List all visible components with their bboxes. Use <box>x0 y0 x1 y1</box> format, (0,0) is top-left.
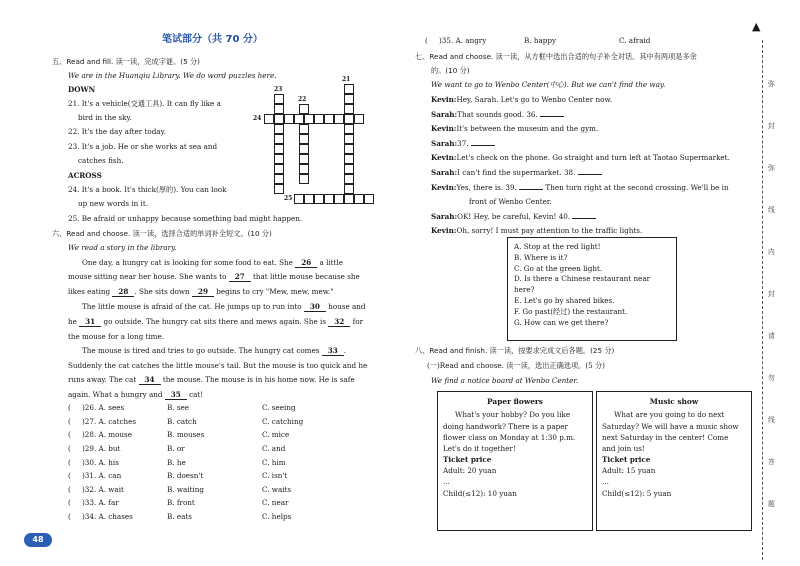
option-row <box>68 428 357 442</box>
answer-bracket[interactable]: ( <box>425 36 428 46</box>
clue-22: 22. It's the day after today. <box>68 127 166 136</box>
rocket-icon: ▲ <box>752 20 761 33</box>
section-6-heading: 六、Read and choose. 读一读，选择合适的单词补全短文。(10 分) <box>52 229 272 238</box>
ticket-price-label: Ticket price <box>602 455 651 465</box>
ellipsis: ... <box>602 477 609 487</box>
dialogue-line <box>431 124 751 139</box>
passage-text: a little <box>319 258 344 267</box>
section-8-intro: We find a notice board at Wenbo Center. <box>431 376 579 385</box>
crossword-cell[interactable] <box>344 144 354 154</box>
crossword-cell[interactable] <box>274 154 284 164</box>
passage-line: Suddenly the cat catches the little mouse's tail. But the mouse is too quick and he <box>68 361 368 370</box>
seal-label: 线 <box>768 206 775 214</box>
seal-label: 请 <box>768 332 775 340</box>
option-row <box>68 455 357 469</box>
section-7-heading-cont: 的。(10 分) <box>431 66 470 75</box>
crossword-cell[interactable] <box>354 194 364 204</box>
notice-paper-flowers <box>437 391 593 531</box>
option-c: C. him <box>262 457 286 467</box>
option-a: )35. A. angry <box>439 36 487 46</box>
passage-text: runs away. The cat <box>68 375 137 384</box>
crossword-number-25: 25 <box>284 195 293 202</box>
crossword-cell[interactable] <box>274 144 284 154</box>
dialogue <box>431 95 751 241</box>
passage-text: he <box>68 317 77 326</box>
option-b: B. or <box>167 444 185 454</box>
choice-item: D. Is there a Chinese restaurant near here? <box>514 274 651 295</box>
crossword-cell[interactable] <box>274 164 284 174</box>
crossword-cell[interactable] <box>344 94 354 104</box>
option-row <box>68 496 357 510</box>
option-a: )28. A. mouse <box>82 430 132 440</box>
option-row <box>68 469 357 483</box>
passage-text: the mouse. The mouse is in his home now. He is safe <box>162 375 355 384</box>
passage-line <box>68 317 363 327</box>
crossword-grid <box>253 76 374 206</box>
child-price: Child(≤12): 5 yuan <box>602 488 672 498</box>
option-a: )29. A. but <box>82 444 121 454</box>
choice-item: G. How can we get there? <box>514 317 609 327</box>
dialogue-text: It's between the museum and the gym. <box>456 124 599 134</box>
clue-24-cont: up new words in it. <box>78 199 149 208</box>
dialogue-line <box>431 168 751 183</box>
blank-31: 31 <box>79 317 101 327</box>
notice-title: Paper flowers <box>487 397 543 406</box>
passage-text: likes eating <box>68 287 111 296</box>
crossword-cell[interactable] <box>299 104 309 114</box>
crossword-cell[interactable] <box>274 124 284 134</box>
passage-text: house and <box>328 302 366 311</box>
seal-label: 题 <box>768 500 775 508</box>
crossword-cell[interactable] <box>299 174 309 184</box>
dialogue-line <box>431 153 751 168</box>
seal-label: 勿 <box>768 374 775 382</box>
clue-21-cont: bird in the sky. <box>78 113 132 122</box>
answer-blank[interactable] <box>540 116 564 117</box>
option-c: C. and <box>262 444 286 454</box>
option-a: )34. A. chases <box>82 512 133 522</box>
crossword-cell[interactable] <box>274 134 284 144</box>
speaker: Sarah: <box>431 211 458 221</box>
crossword-cell[interactable] <box>294 114 304 124</box>
answer-blank[interactable] <box>572 218 596 219</box>
ticket-price-label: Ticket price <box>443 455 492 465</box>
passage-text: for <box>352 317 364 326</box>
crossword-cell[interactable] <box>264 114 274 124</box>
option-b: B. mouses <box>167 430 205 440</box>
option-b: B. see <box>167 403 190 413</box>
dialogue-text: OK! Hey, be careful, Kevin! 40. <box>457 211 571 221</box>
passage-line <box>68 287 334 297</box>
speaker: Kevin: <box>431 153 457 163</box>
option-c: C. afraid <box>619 36 651 46</box>
seal-label: 弥 <box>768 80 775 88</box>
speaker: Kevin: <box>431 95 457 104</box>
passage-line <box>82 346 346 356</box>
option-c: C. catching <box>262 416 304 426</box>
crossword-cell[interactable] <box>334 114 344 124</box>
options-table <box>68 401 357 523</box>
crossword-cell[interactable] <box>274 114 284 124</box>
crossword-cell[interactable] <box>299 124 309 134</box>
notice-text: doing handwork? There is a paper <box>443 421 568 431</box>
seal-label: 答 <box>768 458 775 466</box>
crossword-cell[interactable] <box>299 154 309 164</box>
crossword-cell[interactable] <box>334 194 344 204</box>
option-c: C. waits <box>262 484 292 494</box>
option-c: C. near <box>262 498 289 508</box>
option-a: )30. A. his <box>82 457 119 467</box>
crossword-cell[interactable] <box>344 104 354 114</box>
speaker: Kevin: <box>431 226 457 236</box>
passage-text: that little mouse because she <box>253 272 360 281</box>
passage-text: . <box>343 346 347 355</box>
choice-item: E. Let's go by shared bikes. <box>514 295 615 305</box>
option-b: B. front <box>167 498 195 508</box>
crossword-cell[interactable] <box>344 194 354 204</box>
seal-label: 封 <box>768 122 775 130</box>
crossword-cell[interactable] <box>344 154 354 164</box>
passage-text: mouse sitting near her house. She wants to <box>68 272 227 281</box>
dialogue-line <box>431 95 751 110</box>
dialogue-line <box>431 197 751 212</box>
choices-box <box>507 237 677 341</box>
option-35 <box>425 34 714 48</box>
notice-text: flower class on Monday at 1:30 p.m. <box>443 432 576 442</box>
dialogue-line <box>431 110 751 125</box>
answer-bracket[interactable]: ( <box>68 457 71 467</box>
clue-23-cont: catches fish. <box>78 156 124 165</box>
notice-music-show <box>596 391 752 531</box>
dialogue-text: Let's check on the phone. Go straight and turn left at Taotao Supermarket. <box>456 153 730 163</box>
blank-32: 32 <box>328 317 350 327</box>
crossword-cell[interactable] <box>274 184 284 194</box>
seal-label: 内 <box>768 248 775 256</box>
option-b: B. eats <box>167 512 192 522</box>
dialogue-line <box>431 139 751 154</box>
answer-bracket[interactable]: ( <box>68 484 71 494</box>
option-b: B. catch <box>167 416 197 426</box>
seal-label: 封 <box>768 290 775 298</box>
section-7-heading: 七、Read and choose. 读一读，从方框中选出合适的句子补全对话。其中有两项是多余 <box>415 52 697 61</box>
dialogue-text: 37. <box>457 138 469 148</box>
dialogue-text: Oh, sorry! I must pay attention to the traffic lights. <box>456 226 643 236</box>
crossword-number-22: 22 <box>298 96 307 103</box>
passage-text: The little mouse is afraid of the cat. He jumps up to run into <box>82 302 302 311</box>
dialogue-text: Then turn right at the second crossing. We'll be in <box>545 182 729 192</box>
answer-bracket[interactable]: ( <box>68 444 71 454</box>
section-8-sub: (一)Read and choose. 读一读，选出正确选项。(5 分) <box>427 361 605 370</box>
notice-text: next Saturday in the center! Come <box>602 432 729 442</box>
passage-line <box>82 258 343 268</box>
crossword-cell[interactable] <box>344 124 354 134</box>
blank-30: 30 <box>304 302 326 312</box>
option-b: B. he <box>167 457 186 467</box>
answer-bracket[interactable]: ( <box>68 498 71 508</box>
section-8-heading: 八、Read and finish. 读一读，按要求完成文后各题。(25 分) <box>415 346 615 355</box>
answer-bracket[interactable]: ( <box>68 512 71 522</box>
clue-21: 21. It's a vehicle(交通工具). It can fly like a <box>68 99 221 108</box>
speaker: Kevin: <box>431 124 457 134</box>
section-7-intro: We want to go to Wenbo Center(中心). But we can't find the way. <box>431 80 666 89</box>
crossword-number-24: 24 <box>253 115 262 122</box>
crossword-cell[interactable] <box>274 104 284 114</box>
clue-23: 23. It's a job. He or she works at sea and <box>68 142 218 151</box>
seal-label: 弥 <box>768 164 775 172</box>
dialogue-text: Yes, there is. 39. <box>456 182 517 192</box>
crossword-cell[interactable] <box>299 164 309 174</box>
choice-item: C. Go at the green light. <box>514 263 603 273</box>
passage-line <box>68 375 355 385</box>
crossword-number-21: 21 <box>342 76 351 83</box>
adult-price: Adult: 15 yuan <box>602 466 656 476</box>
option-a: )32. A. wait <box>82 484 124 494</box>
passage-text: begins to cry "Mew, mew, mew." <box>216 287 334 296</box>
passage-line <box>68 272 360 282</box>
crossword-number-23: 23 <box>274 86 283 93</box>
crossword-cell[interactable] <box>364 194 374 204</box>
passage-line <box>82 302 366 312</box>
blank-33: 33 <box>322 346 344 356</box>
crossword-cell[interactable] <box>344 114 354 124</box>
passage-text: cat! <box>189 390 204 399</box>
blank-28: 28 <box>112 287 134 297</box>
notice-text: What are you going to do next <box>614 410 725 420</box>
option-a: )26. A. sees <box>82 403 125 413</box>
option-row <box>68 442 357 456</box>
dialogue-line <box>431 212 751 227</box>
section-5-intro: We are in the Huanqiu Library. We do word puzzles here. <box>68 71 277 80</box>
option-b: B. happy <box>524 36 557 46</box>
crossword-cell[interactable] <box>344 134 354 144</box>
crossword-cell[interactable] <box>344 164 354 174</box>
blank-34: 34 <box>139 375 161 385</box>
crossword-cell[interactable] <box>274 94 284 104</box>
answer-bracket[interactable]: ( <box>68 416 71 426</box>
ellipsis: ... <box>443 477 450 487</box>
notice-text: Let's do it together! <box>443 443 516 453</box>
seal-label: 线 <box>768 416 775 424</box>
answer-blank[interactable] <box>519 189 543 190</box>
crossword-cell[interactable] <box>299 144 309 154</box>
dialogue-text: Hey, Sarah. Let's go to Wenbo Center now. <box>456 95 613 104</box>
notice-text: Saturday? We will have a music show <box>602 421 739 431</box>
blank-27: 27 <box>229 272 251 282</box>
crossword-cell[interactable] <box>354 114 364 124</box>
crossword-cell[interactable] <box>324 194 334 204</box>
crossword-cell[interactable] <box>314 194 324 204</box>
option-row <box>68 415 357 429</box>
choice-item: F. Go past(经过) the restaurant. <box>514 306 628 316</box>
passage-text: One day, a hungry cat is looking for some food to eat. She <box>82 258 293 267</box>
notice-text: and join us! <box>602 443 645 453</box>
speaker: Sarah: <box>431 167 458 177</box>
option-row <box>68 510 357 524</box>
answer-bracket[interactable]: ( <box>68 430 71 440</box>
clue-24: 24. It's a book. It's thick(厚的). You can look <box>68 185 227 194</box>
speaker: Sarah: <box>431 138 458 148</box>
passage-line <box>68 390 203 400</box>
section-6-intro: We read a story in the library. <box>68 243 177 252</box>
page-title: 笔试部分（共 70 分） <box>162 34 263 45</box>
dialogue-line <box>431 183 751 198</box>
clue-25: 25. Be afraid or unhappy because something bad might happen. <box>68 214 303 223</box>
crossword-cell[interactable] <box>294 194 304 204</box>
dialogue-text: front of Wenbo Center. <box>469 197 552 207</box>
crossword-cell[interactable] <box>304 194 314 204</box>
across-label: ACROSS <box>68 171 102 180</box>
crossword-cell[interactable] <box>314 114 324 124</box>
answer-bracket[interactable]: ( <box>68 403 71 413</box>
crossword-cell[interactable] <box>344 84 354 94</box>
crossword-cell[interactable] <box>284 114 294 124</box>
option-a: )27. A. catches <box>82 416 137 426</box>
passage-text: The mouse is tired and tries to go outside. The hungry cat comes <box>82 346 320 355</box>
choice-item: B. Where is it? <box>514 252 568 262</box>
crossword-cell[interactable] <box>324 114 334 124</box>
option-a: )33. A. far <box>82 498 119 508</box>
option-row <box>68 401 357 415</box>
passage-text: again. What a hungry and <box>68 390 163 399</box>
choice-item: A. Stop at the red light! <box>514 242 601 251</box>
option-b: B. doesn't <box>167 471 204 481</box>
passage-text: go outside. The hungry cat sits there and mews again. She is <box>103 317 327 326</box>
adult-price: Adult: 20 yuan <box>443 466 497 476</box>
passage-line: the mouse for a long time. <box>68 332 165 341</box>
blank-29: 29 <box>192 287 214 297</box>
blank-26: 26 <box>295 258 317 268</box>
option-c: C. isn't <box>262 471 288 481</box>
crossword-cell[interactable] <box>344 184 354 194</box>
option-b: B. waiting <box>167 484 205 494</box>
option-a: )31. A. can <box>82 471 122 481</box>
down-label: DOWN <box>68 85 96 94</box>
blank-35: 35 <box>165 390 187 400</box>
child-price: Child(≤12): 10 yuan <box>443 488 517 498</box>
notice-text: What's your hobby? Do you like <box>455 410 571 420</box>
passage-text: . She sits down <box>134 287 190 296</box>
seal-line <box>762 40 776 560</box>
notice-title: Music show <box>649 397 699 406</box>
crossword-cell[interactable] <box>304 114 314 124</box>
crossword-cell[interactable] <box>344 174 354 184</box>
option-row <box>68 483 357 497</box>
crossword-cell[interactable] <box>299 134 309 144</box>
dialogue-text: I can't find the supermarket. 38. <box>457 167 576 177</box>
option-c: C. seeing <box>262 403 296 413</box>
page-number: 48 <box>24 533 52 547</box>
speaker: Sarah: <box>431 109 458 119</box>
section-5-heading: 五、Read and fill. 读一读，完成字谜。(5 分) <box>52 57 200 66</box>
dialogue-text: That sounds good. 36. <box>457 109 538 119</box>
option-c: C. mice <box>262 430 290 440</box>
option-c: C. helps <box>262 512 292 522</box>
answer-bracket[interactable]: ( <box>68 471 71 481</box>
answer-blank[interactable] <box>471 145 495 146</box>
speaker: Kevin: <box>431 182 457 192</box>
answer-blank[interactable] <box>578 174 602 175</box>
crossword-cell[interactable] <box>274 174 284 184</box>
